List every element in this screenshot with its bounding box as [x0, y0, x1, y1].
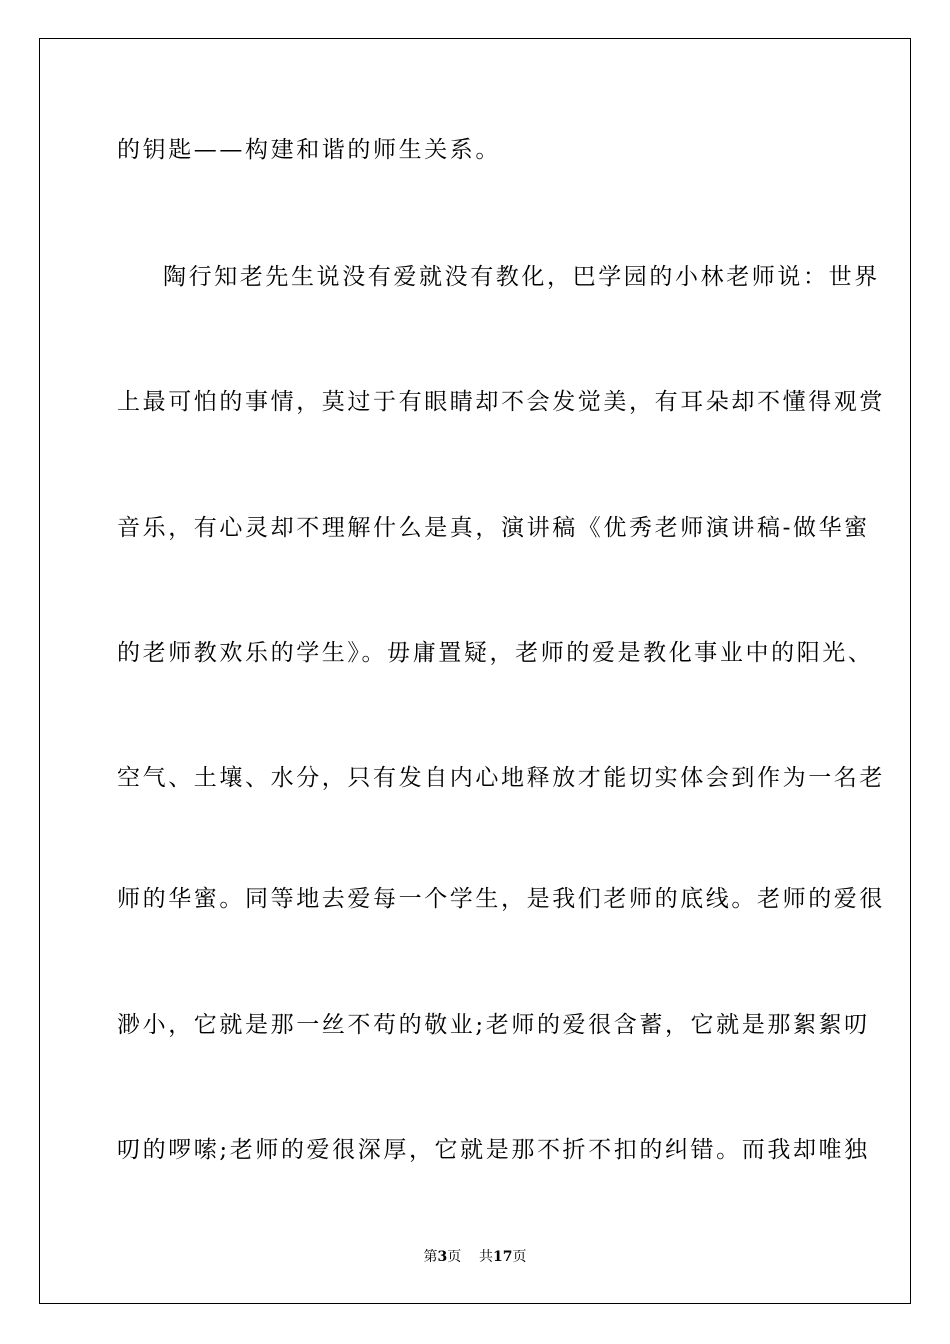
page-number: 3: [437, 1249, 448, 1265]
body-line-8: 渺小，它就是那一丝不苟的敬业;老师的爱很含蓄，它就是那絮絮叨: [117, 1012, 870, 1038]
body-line-5: 的老师教欢乐的学生》。毋庸置疑，老师的爱是教化事业中的阳光、: [117, 640, 874, 666]
total-pages: 17: [493, 1249, 513, 1265]
total-suffix: 页: [512, 1249, 527, 1265]
body-line-3: 上最可怕的事情，莫过于有眼睛却不会发觉美，有耳朵却不懂得观赏: [117, 389, 885, 415]
body-line-1: 的钥匙——构建和谐的师生关系。: [117, 137, 501, 163]
body-line-7: 师的华蜜。同等地去爱每一个学生，是我们老师的底线。老师的爱很: [117, 886, 885, 912]
page-footer: [0, 1248, 950, 1266]
body-line-4: 音乐，有心灵却不理解什么是真，演讲稿《优秀老师演讲稿-做华蜜: [117, 515, 870, 541]
page-suffix: 页: [447, 1249, 462, 1265]
body-line-2: 陶行知老先生说没有爱就没有教化，巴学园的小林老师说：世界: [163, 264, 880, 290]
page-border: [39, 38, 911, 1304]
total-prefix: 共: [479, 1249, 494, 1265]
page-prefix: 第: [423, 1249, 438, 1265]
body-line-9: 叨的啰嗦;老师的爱很深厚，它就是那不折不扣的纠错。而我却唯独: [117, 1137, 870, 1163]
body-line-6: 空气、土壤、水分，只有发自内心地释放才能切实体会到作为一名老: [117, 765, 885, 791]
